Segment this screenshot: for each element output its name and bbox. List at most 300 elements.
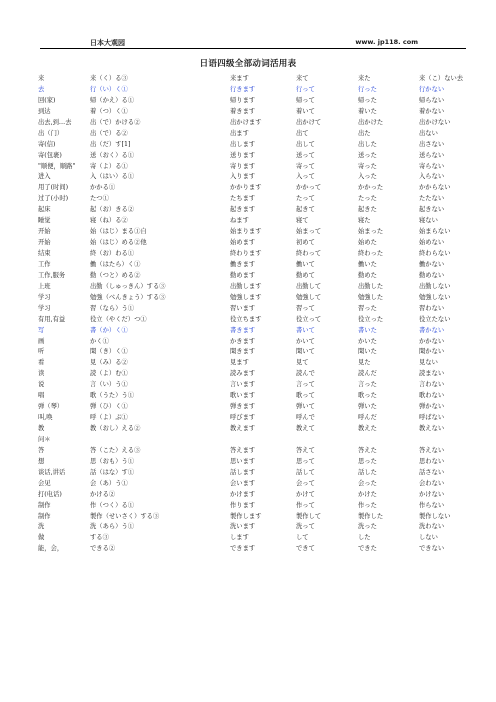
ta-form-cell: 洗った: [358, 523, 377, 531]
meaning-cell: 制作: [38, 501, 51, 509]
nai-form-cell: しない: [419, 534, 438, 542]
te-form-cell: 弾いて: [296, 403, 315, 411]
te-form-cell: 働いて: [296, 260, 315, 268]
table-row: [38, 435, 478, 446]
dictionary-form-cell: 勉強（べんきょう）する③: [90, 293, 166, 301]
table-row: [38, 96, 478, 107]
table-row: [38, 85, 478, 96]
table-row: [38, 74, 478, 85]
meaning-cell: 用了(时间): [38, 184, 69, 192]
dictionary-form-cell: 会（あ）う①: [90, 479, 128, 487]
nai-form-cell: 読まない: [419, 370, 445, 378]
te-form-cell: 入って: [296, 173, 315, 181]
ta-form-cell: 会った: [358, 479, 377, 487]
ta-form-cell: 行った: [358, 85, 377, 93]
meaning-cell: 说: [38, 381, 45, 389]
te-form-cell: 聞いて: [296, 348, 315, 356]
ta-form-cell: 働いた: [358, 260, 377, 268]
te-form-cell: 言って: [296, 381, 315, 389]
dictionary-form-cell: かく①: [90, 337, 109, 345]
table-row: [38, 490, 478, 501]
ta-form-cell: 呼んだ: [358, 414, 377, 422]
masu-form-cell: 弾きます: [230, 403, 256, 411]
nai-form-cell: かからない: [419, 184, 451, 192]
ta-form-cell: 帰った: [358, 96, 377, 104]
nai-form-cell: 答えない: [419, 446, 445, 454]
ta-form-cell: 出勤した: [358, 282, 384, 290]
masu-form-cell: 起きます: [230, 206, 256, 214]
dictionary-form-cell: かかる①: [90, 184, 116, 192]
dictionary-form-cell: 寄（よ）る①: [90, 162, 128, 170]
te-form-cell: かいて: [296, 337, 315, 345]
meaning-cell: 上班: [38, 282, 51, 290]
table-row: [38, 544, 478, 555]
table-row: [38, 304, 478, 315]
meaning-cell: 睡觉: [38, 217, 51, 225]
table-row: [38, 522, 478, 533]
masu-form-cell: かきます: [230, 337, 256, 345]
te-form-cell: 話して: [296, 468, 315, 476]
dictionary-form-cell: 帰（かえ）る①: [90, 96, 135, 104]
te-form-cell: 答えて: [296, 446, 315, 454]
ta-form-cell: 終わった: [358, 250, 384, 257]
meaning-cell: 寄(信): [38, 140, 56, 148]
table-row: [38, 501, 478, 512]
meaning-cell: 开始: [38, 228, 51, 236]
nai-form-cell: 見ない: [419, 359, 438, 367]
masu-form-cell: 思います: [230, 457, 256, 465]
dictionary-form-cell: 話（はな）す①: [90, 468, 135, 476]
table-row: [38, 468, 478, 479]
nai-form-cell: 製作しない: [419, 512, 451, 520]
table-row: [38, 446, 478, 457]
te-form-cell: 送って: [296, 151, 315, 159]
masu-form-cell: 歌います: [230, 392, 256, 400]
table-row: [38, 227, 478, 238]
masu-form-cell: 行きます: [230, 85, 256, 93]
ta-form-cell: 思った: [358, 457, 377, 465]
nai-form-cell: 弾かない: [419, 403, 445, 411]
te-form-cell: 出勤して: [296, 282, 322, 290]
ta-form-cell: 教えた: [358, 425, 377, 432]
te-form-cell: 出して: [296, 140, 315, 148]
meaning-cell: 弹（琴）: [38, 403, 64, 411]
masu-form-cell: 洗います: [230, 523, 256, 531]
meaning-cell: 问＊: [38, 435, 51, 443]
ta-form-cell: した: [358, 534, 371, 542]
masu-form-cell: 出勤します: [230, 282, 262, 290]
meaning-cell: 教: [38, 425, 45, 432]
meaning-cell: "顺便，顺路": [38, 162, 76, 170]
meaning-cell: 起床: [38, 206, 51, 214]
te-form-cell: 帰って: [296, 96, 315, 104]
nai-form-cell: 習わない: [419, 304, 445, 312]
masu-form-cell: 見ます: [230, 359, 249, 367]
nai-form-cell: 終わらない: [419, 250, 451, 257]
ta-form-cell: 勉強した: [358, 293, 384, 301]
dictionary-form-cell: 行（い）く①: [90, 85, 128, 93]
nai-form-cell: 洗わない: [419, 523, 445, 531]
masu-form-cell: ねます: [230, 217, 249, 225]
masu-form-cell: 勉強します: [230, 293, 262, 301]
meaning-cell: 学习: [38, 293, 51, 301]
masu-form-cell: 呼びます: [230, 414, 256, 422]
nai-form-cell: 会わない: [419, 479, 445, 487]
meaning-cell: 写: [38, 326, 45, 334]
meaning-cell: 寄(包裹): [38, 151, 62, 159]
nai-form-cell: たたない: [419, 195, 445, 203]
te-form-cell: かけて: [296, 490, 315, 498]
dictionary-form-cell: 製作（せいさく）する③: [90, 512, 160, 520]
te-form-cell: 出かけて: [296, 118, 322, 126]
table-row: [38, 129, 478, 140]
ta-form-cell: 出した: [358, 140, 377, 148]
dictionary-form-cell: 起（お）きる②: [90, 206, 135, 214]
masu-form-cell: たちます: [230, 195, 256, 203]
meaning-cell: 有用,有益: [38, 315, 66, 323]
ta-form-cell: 始まった: [358, 228, 384, 236]
table-row: [38, 391, 478, 402]
table-row: [38, 238, 478, 249]
nai-form-cell: 歌わない: [419, 392, 445, 400]
table-row: [38, 107, 478, 118]
table-row: [38, 315, 478, 326]
meaning-cell: 读: [38, 370, 45, 378]
te-form-cell: 着いて: [296, 107, 315, 115]
dictionary-form-cell: 働（はたら）く①: [90, 260, 141, 268]
te-form-cell: 起きて: [296, 206, 315, 214]
ta-form-cell: 聞いた: [358, 348, 377, 356]
masu-form-cell: 製作します: [230, 512, 262, 520]
table-row: [38, 457, 478, 468]
dictionary-form-cell: かける②: [90, 490, 116, 498]
ta-form-cell: 歌った: [358, 392, 377, 400]
ta-form-cell: 出た: [358, 129, 371, 137]
nai-form-cell: かかない: [419, 337, 445, 345]
dictionary-form-cell: 始（はじ）める②他: [90, 239, 147, 247]
nai-form-cell: 勤めない: [419, 271, 445, 279]
dictionary-form-cell: 出（だ）す[1]: [90, 140, 131, 148]
te-form-cell: 作って: [296, 501, 315, 509]
dictionary-form-cell: 教（おし）える②: [90, 425, 141, 432]
nai-form-cell: できない: [419, 545, 445, 553]
table-row: [38, 402, 478, 413]
masu-form-cell: 出ます: [230, 129, 249, 137]
te-form-cell: 役立って: [296, 315, 322, 323]
table-row: [38, 118, 478, 129]
ta-form-cell: 作った: [358, 501, 377, 509]
meaning-cell: 到达: [38, 107, 51, 115]
dictionary-form-cell: 寝（ね）る②: [90, 217, 128, 225]
meaning-cell: 叫,唤: [38, 414, 53, 422]
dictionary-form-cell: 出勤（しゅっきん）する③: [90, 282, 166, 290]
te-form-cell: 来て: [296, 75, 309, 82]
ta-form-cell: 習った: [358, 304, 377, 312]
meaning-cell: 去: [38, 85, 45, 93]
masu-form-cell: します: [230, 534, 249, 542]
te-form-cell: かかって: [296, 184, 322, 192]
masu-form-cell: 出します: [230, 140, 256, 148]
masu-form-cell: 来ます: [230, 75, 249, 82]
nai-form-cell: 教えない: [419, 425, 445, 432]
ta-form-cell: 寝た: [358, 217, 371, 225]
ta-form-cell: 出かけた: [358, 118, 384, 126]
meaning-cell: 过了(小时): [38, 195, 69, 203]
table-row: [38, 194, 478, 205]
ta-form-cell: 答えた: [358, 446, 377, 454]
te-form-cell: 出て: [296, 129, 309, 137]
meaning-cell: 出去,到…去: [38, 118, 72, 126]
table-row: [38, 293, 478, 304]
masu-form-cell: 寄ります: [230, 162, 256, 170]
ta-form-cell: 始めた: [358, 239, 377, 247]
masu-form-cell: できます: [230, 545, 256, 553]
nai-form-cell: 作らない: [419, 501, 445, 509]
page-title: 日语四级全部动词活用表: [199, 59, 297, 69]
nai-form-cell: 出さない: [419, 140, 445, 148]
dictionary-form-cell: 見（み）る②: [90, 359, 128, 367]
meaning-cell: 来: [38, 75, 45, 82]
table-row: [38, 479, 478, 490]
dictionary-form-cell: 言（い）う①: [90, 381, 128, 389]
meaning-cell: 谈话,讲话: [38, 468, 66, 476]
masu-form-cell: 会います: [230, 479, 256, 487]
masu-form-cell: 読みます: [230, 370, 256, 378]
te-form-cell: 洗って: [296, 523, 315, 531]
nai-form-cell: かけない: [419, 490, 445, 498]
meaning-cell: 打(电话): [38, 490, 62, 498]
nai-form-cell: 始まらない: [419, 228, 451, 236]
ta-form-cell: 読んだ: [358, 370, 377, 378]
meaning-cell: 想: [38, 457, 45, 465]
table-row: [38, 413, 478, 424]
masu-form-cell: 始めます: [230, 239, 256, 247]
nai-form-cell: 帰らない: [419, 96, 445, 104]
te-form-cell: 読んで: [296, 370, 315, 378]
table-row: [38, 162, 478, 173]
table-row: [38, 249, 478, 260]
table-row: [38, 369, 478, 380]
meaning-cell: 制作: [38, 512, 51, 520]
nai-form-cell: 起きない: [419, 206, 445, 214]
meaning-cell: 做: [38, 534, 45, 542]
dictionary-form-cell: 送（おく）る①: [90, 151, 135, 159]
meaning-cell: 答: [38, 446, 45, 454]
masu-form-cell: 出かけます: [230, 118, 262, 126]
table-row: [38, 380, 478, 391]
dictionary-form-cell: 勤（つと）める②: [90, 271, 141, 279]
ta-form-cell: 入った: [358, 173, 377, 181]
te-form-cell: 呼んで: [296, 414, 315, 422]
nai-form-cell: 始めない: [419, 239, 445, 247]
masu-form-cell: 送ります: [230, 151, 256, 159]
dictionary-form-cell: 入（はい）る①: [90, 173, 135, 181]
meaning-cell: 画: [38, 337, 45, 345]
ta-form-cell: 役立った: [358, 315, 384, 323]
dictionary-form-cell: たつ①: [90, 195, 109, 203]
te-form-cell: 寝て: [296, 217, 309, 225]
masu-form-cell: 入ります: [230, 173, 256, 181]
nai-form-cell: 出かけない: [419, 118, 451, 126]
nai-form-cell: 聞かない: [419, 348, 445, 356]
nai-form-cell: 着かない: [419, 107, 445, 115]
ta-form-cell: 話した: [358, 468, 377, 476]
masu-form-cell: 働きます: [230, 260, 256, 268]
masu-form-cell: 作ります: [230, 501, 256, 509]
nai-form-cell: 働かない: [419, 260, 445, 268]
te-form-cell: 習って: [296, 304, 315, 312]
nai-form-cell: 出ない: [419, 129, 438, 137]
masu-form-cell: 終わります: [230, 250, 262, 257]
nai-form-cell: 来（こ）ない去: [419, 75, 464, 82]
masu-form-cell: 言います: [230, 381, 256, 389]
nai-form-cell: 役立たない: [419, 315, 451, 323]
dictionary-form-cell: 作（つく）る①: [90, 501, 135, 509]
dictionary-form-cell: する③: [90, 534, 109, 542]
table-row: [38, 326, 478, 337]
ta-form-cell: 勤めた: [358, 271, 377, 279]
nai-form-cell: 送らない: [419, 151, 445, 159]
te-form-cell: 始まって: [296, 228, 322, 236]
meaning-cell: 洗: [38, 523, 45, 531]
dictionary-form-cell: 出（で）る②: [90, 129, 128, 137]
ta-form-cell: かいた: [358, 337, 377, 345]
dictionary-form-cell: 呼（よ）ぶ①: [90, 414, 128, 422]
meaning-cell: 能，会，: [38, 545, 64, 553]
nai-form-cell: 言わない: [419, 381, 445, 389]
ta-form-cell: 見た: [358, 359, 371, 367]
masu-form-cell: 始まります: [230, 228, 262, 236]
nai-form-cell: 寄らない: [419, 162, 445, 170]
table-row: [38, 140, 478, 151]
te-form-cell: 会って: [296, 479, 315, 487]
ta-form-cell: 寄った: [358, 162, 377, 170]
table-row: [38, 205, 478, 216]
dictionary-form-cell: 聞（き）く①: [90, 348, 128, 356]
meaning-cell: 工作,服务: [38, 271, 66, 279]
meaning-cell: 进入: [38, 173, 51, 181]
meaning-cell: 结束: [38, 250, 51, 257]
ta-form-cell: 送った: [358, 151, 377, 159]
ta-form-cell: 弾いた: [358, 403, 377, 411]
dictionary-form-cell: 弾（ひ）く①: [90, 403, 128, 411]
dictionary-form-cell: できる②: [90, 545, 116, 553]
te-form-cell: 書いて: [296, 326, 315, 334]
te-form-cell: 歌って: [296, 392, 315, 400]
ta-form-cell: 書いた: [358, 326, 377, 334]
dictionary-form-cell: 思（おも）う①: [90, 457, 135, 465]
ta-form-cell: 言った: [358, 381, 377, 389]
masu-form-cell: 勤めます: [230, 271, 256, 279]
verb-conjugation-table: [38, 74, 478, 555]
te-form-cell: 終わって: [296, 250, 322, 257]
ta-form-cell: 起きた: [358, 206, 377, 214]
meaning-cell: 回(家): [38, 96, 56, 104]
masu-form-cell: 着きます: [230, 107, 256, 115]
te-form-cell: して: [296, 534, 309, 542]
header-url: www. jp118. com: [355, 38, 418, 46]
masu-form-cell: 答えます: [230, 446, 256, 454]
dictionary-form-cell: 来（く）る③: [90, 75, 128, 82]
meaning-cell: 唱: [38, 392, 45, 400]
dictionary-form-cell: 着（つ）く①: [90, 107, 128, 115]
meaning-cell: 会见: [38, 479, 51, 487]
te-form-cell: 勤めて: [296, 271, 315, 279]
dictionary-form-cell: 歌（うた）う①: [90, 392, 135, 400]
te-form-cell: 勉強して: [296, 293, 322, 301]
header-divider: [40, 48, 466, 49]
table-row: [38, 172, 478, 183]
meaning-cell: 出（门）: [38, 129, 64, 137]
te-form-cell: できて: [296, 545, 315, 553]
page-header: [48, 38, 468, 52]
te-form-cell: 見て: [296, 359, 309, 367]
nai-form-cell: 入らない: [419, 173, 445, 181]
meaning-cell: 学习: [38, 304, 51, 312]
te-form-cell: 行って: [296, 85, 315, 93]
meaning-cell: 看: [38, 359, 45, 367]
nai-form-cell: 思わない: [419, 457, 445, 465]
nai-form-cell: 行かない: [419, 85, 445, 93]
nai-form-cell: 話さない: [419, 468, 445, 476]
dictionary-form-cell: 洗（あら）う①: [90, 523, 135, 531]
dictionary-form-cell: 出（で）かける②: [90, 118, 141, 126]
table-row: [38, 347, 478, 358]
dictionary-form-cell: 役立（やくだ）つ①: [90, 315, 147, 323]
masu-form-cell: 話します: [230, 468, 256, 476]
table-row: [38, 271, 478, 282]
ta-form-cell: かかった: [358, 184, 384, 192]
meaning-cell: 工作: [38, 260, 51, 268]
ta-form-cell: たった: [358, 195, 377, 203]
te-form-cell: 教えて: [296, 425, 315, 432]
ta-form-cell: 着いた: [358, 107, 377, 115]
te-form-cell: 寄って: [296, 162, 315, 170]
masu-form-cell: 帰ります: [230, 96, 256, 104]
nai-form-cell: 呼ばない: [419, 414, 445, 422]
dictionary-form-cell: 始（はじ）まる①自: [90, 228, 147, 236]
masu-form-cell: 聞きます: [230, 348, 256, 356]
dictionary-form-cell: 習（なら）う①: [90, 304, 135, 312]
te-form-cell: 思って: [296, 457, 315, 465]
nai-form-cell: 書かない: [419, 326, 445, 334]
dictionary-form-cell: 終（お）わる①: [90, 250, 135, 257]
table-row: [38, 260, 478, 271]
ta-form-cell: 来た: [358, 75, 371, 82]
table-row: [38, 151, 478, 162]
ta-form-cell: かけた: [358, 490, 377, 498]
masu-form-cell: 教えます: [230, 425, 256, 432]
te-form-cell: 製作して: [296, 512, 322, 520]
table-row: [38, 512, 478, 523]
table-row: [38, 183, 478, 194]
masu-form-cell: 役立ちます: [230, 315, 262, 323]
header-brand: 日本大观园: [90, 39, 125, 47]
table-row: [38, 216, 478, 227]
nai-form-cell: 出勤しない: [419, 282, 451, 290]
table-row: [38, 337, 478, 348]
table-row: [38, 533, 478, 544]
masu-form-cell: 習います: [230, 304, 256, 312]
ta-form-cell: 製作した: [358, 512, 384, 520]
dictionary-form-cell: 答（こた）える③: [90, 446, 141, 454]
masu-form-cell: かかります: [230, 184, 262, 192]
dictionary-form-cell: 書（か）く①: [90, 326, 128, 334]
table-row: [38, 282, 478, 293]
masu-form-cell: かけます: [230, 490, 256, 498]
ta-form-cell: できた: [358, 545, 377, 553]
te-form-cell: 初めて: [296, 239, 315, 247]
